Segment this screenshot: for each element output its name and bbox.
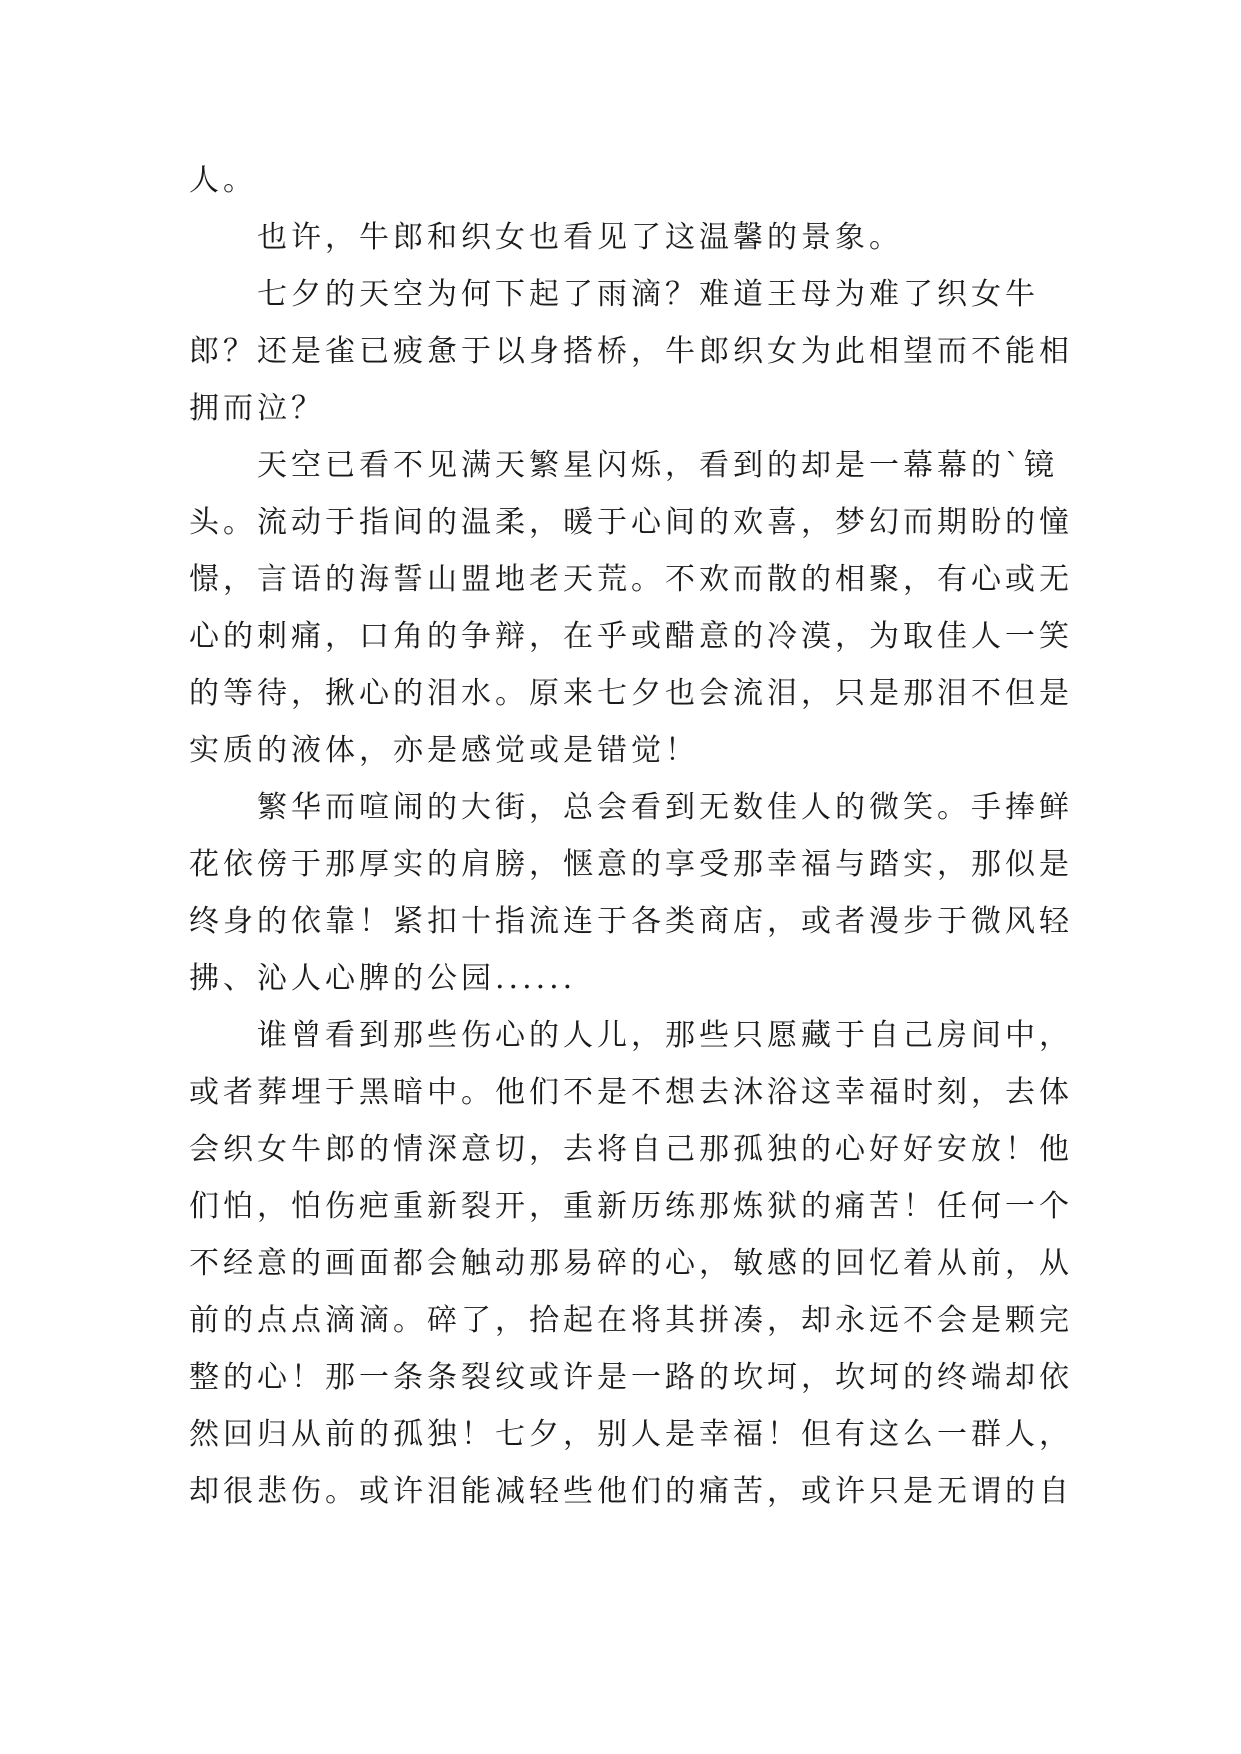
text-line: 的等待，揪心的泪水。原来七夕也会流泪，只是那泪不但是 <box>189 676 1073 711</box>
text-line: 然回归从前的孤独！七夕，别人是幸福！但有这么一群人， <box>189 1417 1073 1452</box>
text-line: 拂、沁人心脾的公园...... <box>189 961 577 996</box>
text-line: 们怕，怕伤疤重新裂开，重新历练那炼狱的痛苦！任何一个 <box>189 1189 1073 1224</box>
body-text <box>189 152 1073 1520</box>
text-line: 憬，言语的海誓山盟地老天荒。不欢而散的相聚，有心或无 <box>189 562 1073 597</box>
text-line: 终身的依靠！紧扣十指流连于各类商店，或者漫步于微风轻 <box>189 904 1073 939</box>
text-line: 郎？还是雀已疲惫于以身搭桥，牛郎织女为此相望而不能相 <box>189 334 1073 369</box>
text-line: 心的刺痛，口角的争辩，在乎或醋意的冷漠，为取佳人一笑 <box>189 619 1073 654</box>
text-line: 人。 <box>189 163 257 198</box>
paragraph-first-line: 七夕的天空为何下起了雨滴？难道王母为难了织女牛 <box>257 277 1039 312</box>
text-line: 头。流动于指间的温柔，暖于心间的欢喜，梦幻而期盼的憧 <box>189 505 1073 540</box>
paragraph-first-line: 谁曾看到那些伤心的人儿，那些只愿藏于自己房间中， <box>257 1018 1073 1053</box>
paragraph-first-line: 也许，牛郎和织女也看见了这温馨的景象。 <box>257 220 903 255</box>
text-line: 不经意的画面都会触动那易碎的心，敏感的回忆着从前，从 <box>189 1246 1073 1281</box>
text-line: 或者葬埋于黑暗中。他们不是不想去沐浴这幸福时刻，去体 <box>189 1075 1073 1110</box>
text-line: 实质的液体，亦是感觉或是错觉！ <box>189 733 699 768</box>
text-line: 却很悲伤。或许泪能减轻些他们的痛苦，或许只是无谓的自 <box>189 1474 1073 1509</box>
text-line: 整的心！那一条条裂纹或许是一路的坎坷，坎坷的终端却依 <box>189 1360 1073 1395</box>
text-line: 拥而泣？ <box>189 391 325 426</box>
paragraph-first-line: 天空已看不见满天繁星闪烁，看到的却是一幕幕的`镜 <box>257 448 1058 483</box>
text-line: 会织女牛郎的情深意切，去将自己那孤独的心好好安放！他 <box>189 1132 1073 1167</box>
paragraph-first-line: 繁华而喧闹的大街，总会看到无数佳人的微笑。手捧鲜 <box>257 790 1073 825</box>
text-line: 前的点点滴滴。碎了，拾起在将其拼凑，却永远不会是颗完 <box>189 1303 1073 1338</box>
text-line: 花依傍于那厚实的肩膀，惬意的享受那幸福与踏实，那似是 <box>189 847 1073 882</box>
